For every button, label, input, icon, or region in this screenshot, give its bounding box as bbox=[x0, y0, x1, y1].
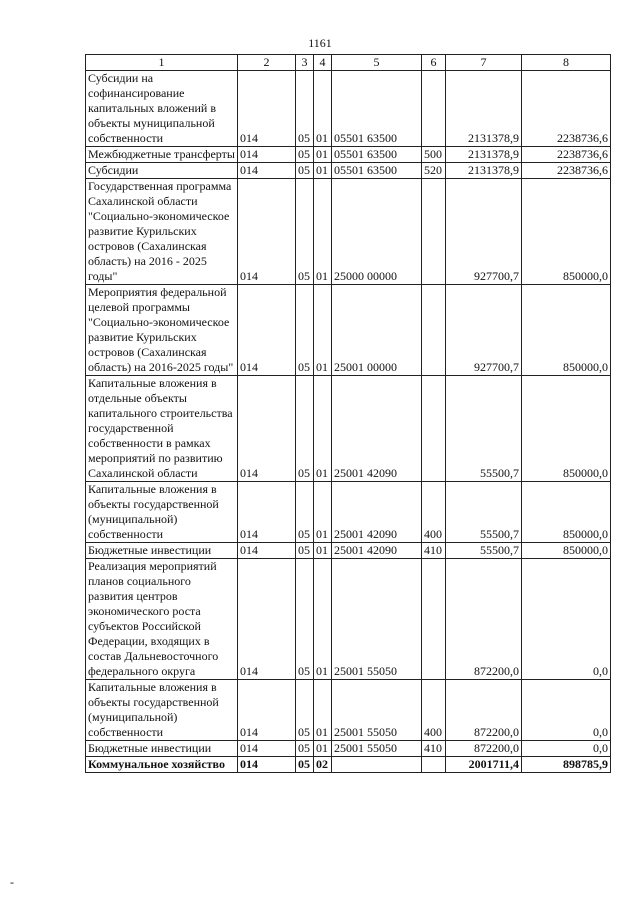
section-cell: 05 bbox=[296, 376, 314, 482]
code-cell: 014 bbox=[238, 376, 296, 482]
amount-col8-cell: 0,0 bbox=[522, 741, 611, 757]
row-name-cell: Государственная программа Сахалинской области "Социально-экономическое развитие Курильских островов (Сахалинская область) на 2016 - 2025 годы" bbox=[86, 179, 238, 285]
table-row bbox=[86, 680, 611, 741]
row-name-cell: Субсидии на софинансирование капитальных вложений в объекты муниципальной собственности bbox=[86, 71, 238, 147]
row-name-cell: Межбюджетные трансферты bbox=[86, 147, 238, 163]
code-cell: 014 bbox=[238, 543, 296, 559]
amount-col8-cell: 850000,0 bbox=[522, 285, 611, 376]
expense-type-cell bbox=[422, 757, 446, 773]
target-article-cell: 25001 42090 bbox=[332, 543, 422, 559]
row-name-cell: Субсидии bbox=[86, 163, 238, 179]
column-header: 3 bbox=[296, 55, 314, 71]
amount-col7-cell: 2131378,9 bbox=[446, 71, 522, 147]
target-article-cell: 05501 63500 bbox=[332, 71, 422, 147]
target-article-cell: 25001 55050 bbox=[332, 680, 422, 741]
section-cell: 05 bbox=[296, 559, 314, 680]
row-name-cell: Мероприятия федеральной целевой программы "Социально-экономическое развитие Курильских островов (Сахалинская область) на 2016-2025 годы" bbox=[86, 285, 238, 376]
amount-col7-cell: 55500,7 bbox=[446, 482, 522, 543]
subsection-cell: 01 bbox=[314, 543, 332, 559]
section-cell: 05 bbox=[296, 147, 314, 163]
column-header: 4 bbox=[314, 55, 332, 71]
budget-table bbox=[85, 54, 611, 773]
code-cell: 014 bbox=[238, 741, 296, 757]
target-article-cell: 25001 42090 bbox=[332, 482, 422, 543]
table-row bbox=[86, 285, 611, 376]
amount-col8-cell: 898785,9 bbox=[522, 757, 611, 773]
table-header-row bbox=[86, 55, 611, 71]
table-row bbox=[86, 543, 611, 559]
subsection-cell: 02 bbox=[314, 757, 332, 773]
subsection-cell: 01 bbox=[314, 285, 332, 376]
table-row bbox=[86, 757, 611, 773]
amount-col7-cell: 927700,7 bbox=[446, 179, 522, 285]
section-cell: 05 bbox=[296, 179, 314, 285]
column-header: 2 bbox=[238, 55, 296, 71]
row-name-cell: Бюджетные инвестиции bbox=[86, 543, 238, 559]
column-header: 8 bbox=[522, 55, 611, 71]
amount-col8-cell: 850000,0 bbox=[522, 482, 611, 543]
expense-type-cell: 410 bbox=[422, 543, 446, 559]
amount-col8-cell: 2238736,6 bbox=[522, 163, 611, 179]
target-article-cell: 05501 63500 bbox=[332, 147, 422, 163]
expense-type-cell: 400 bbox=[422, 482, 446, 543]
amount-col7-cell: 2001711,4 bbox=[446, 757, 522, 773]
table-row bbox=[86, 179, 611, 285]
table-row bbox=[86, 147, 611, 163]
target-article-cell: 25001 55050 bbox=[332, 741, 422, 757]
target-article-cell: 25001 55050 bbox=[332, 559, 422, 680]
code-cell: 014 bbox=[238, 757, 296, 773]
margin-mark: - bbox=[10, 875, 14, 889]
amount-col7-cell: 872200,0 bbox=[446, 741, 522, 757]
amount-col7-cell: 2131378,9 bbox=[446, 163, 522, 179]
section-cell: 05 bbox=[296, 543, 314, 559]
subsection-cell: 01 bbox=[314, 147, 332, 163]
row-name-cell: Капитальные вложения в отдельные объекты капитального строительства государственной собственности в рамках мероприятий по развитию Сахалинской области bbox=[86, 376, 238, 482]
table-row bbox=[86, 482, 611, 543]
target-article-cell: 25001 00000 bbox=[332, 285, 422, 376]
amount-col7-cell: 872200,0 bbox=[446, 680, 522, 741]
expense-type-cell: 410 bbox=[422, 741, 446, 757]
code-cell: 014 bbox=[238, 163, 296, 179]
code-cell: 014 bbox=[238, 680, 296, 741]
amount-col7-cell: 927700,7 bbox=[446, 285, 522, 376]
code-cell: 014 bbox=[238, 147, 296, 163]
section-cell: 05 bbox=[296, 757, 314, 773]
subsection-cell: 01 bbox=[314, 482, 332, 543]
column-header: 7 bbox=[446, 55, 522, 71]
amount-col8-cell: 2238736,6 bbox=[522, 147, 611, 163]
table-row bbox=[86, 163, 611, 179]
column-header: 1 bbox=[86, 55, 238, 71]
amount-col8-cell: 0,0 bbox=[522, 680, 611, 741]
code-cell: 014 bbox=[238, 285, 296, 376]
row-name-cell: Капитальные вложения в объекты государственной (муниципальной) собственности bbox=[86, 680, 238, 741]
amount-col8-cell: 0,0 bbox=[522, 559, 611, 680]
expense-type-cell bbox=[422, 179, 446, 285]
subsection-cell: 01 bbox=[314, 376, 332, 482]
subsection-cell: 01 bbox=[314, 741, 332, 757]
section-cell: 05 bbox=[296, 482, 314, 543]
code-cell: 014 bbox=[238, 71, 296, 147]
table-row bbox=[86, 741, 611, 757]
expense-type-cell: 400 bbox=[422, 680, 446, 741]
subsection-cell: 01 bbox=[314, 680, 332, 741]
row-name-cell: Коммунальное хозяйство bbox=[86, 757, 238, 773]
subsection-cell: 01 bbox=[314, 163, 332, 179]
amount-col8-cell: 850000,0 bbox=[522, 543, 611, 559]
target-article-cell bbox=[332, 757, 422, 773]
section-cell: 05 bbox=[296, 71, 314, 147]
section-cell: 05 bbox=[296, 163, 314, 179]
page-number: 1161 bbox=[308, 36, 332, 50]
code-cell: 014 bbox=[238, 559, 296, 680]
expense-type-cell: 500 bbox=[422, 147, 446, 163]
section-cell: 05 bbox=[296, 285, 314, 376]
target-article-cell: 05501 63500 bbox=[332, 163, 422, 179]
table-row bbox=[86, 71, 611, 147]
column-header: 6 bbox=[422, 55, 446, 71]
table-row bbox=[86, 376, 611, 482]
target-article-cell: 25000 00000 bbox=[332, 179, 422, 285]
section-cell: 05 bbox=[296, 741, 314, 757]
amount-col7-cell: 2131378,9 bbox=[446, 147, 522, 163]
expense-type-cell bbox=[422, 285, 446, 376]
expense-type-cell bbox=[422, 559, 446, 680]
subsection-cell: 01 bbox=[314, 559, 332, 680]
row-name-cell: Бюджетные инвестиции bbox=[86, 741, 238, 757]
amount-col7-cell: 55500,7 bbox=[446, 376, 522, 482]
subsection-cell: 01 bbox=[314, 179, 332, 285]
expense-type-cell bbox=[422, 376, 446, 482]
amount-col8-cell: 850000,0 bbox=[522, 376, 611, 482]
column-header: 5 bbox=[332, 55, 422, 71]
subsection-cell: 01 bbox=[314, 71, 332, 147]
section-cell: 05 bbox=[296, 680, 314, 741]
amount-col7-cell: 55500,7 bbox=[446, 543, 522, 559]
row-name-cell: Реализация мероприятий планов социального развития центров экономического роста субъектов Российской Федерации, входящих в состав Дальневосточного федерального округа bbox=[86, 559, 238, 680]
amount-col8-cell: 2238736,6 bbox=[522, 71, 611, 147]
expense-type-cell bbox=[422, 71, 446, 147]
target-article-cell: 25001 42090 bbox=[332, 376, 422, 482]
code-cell: 014 bbox=[238, 179, 296, 285]
expense-type-cell: 520 bbox=[422, 163, 446, 179]
amount-col7-cell: 872200,0 bbox=[446, 559, 522, 680]
row-name-cell: Капитальные вложения в объекты государственной (муниципальной) собственности bbox=[86, 482, 238, 543]
table-row bbox=[86, 559, 611, 680]
code-cell: 014 bbox=[238, 482, 296, 543]
amount-col8-cell: 850000,0 bbox=[522, 179, 611, 285]
